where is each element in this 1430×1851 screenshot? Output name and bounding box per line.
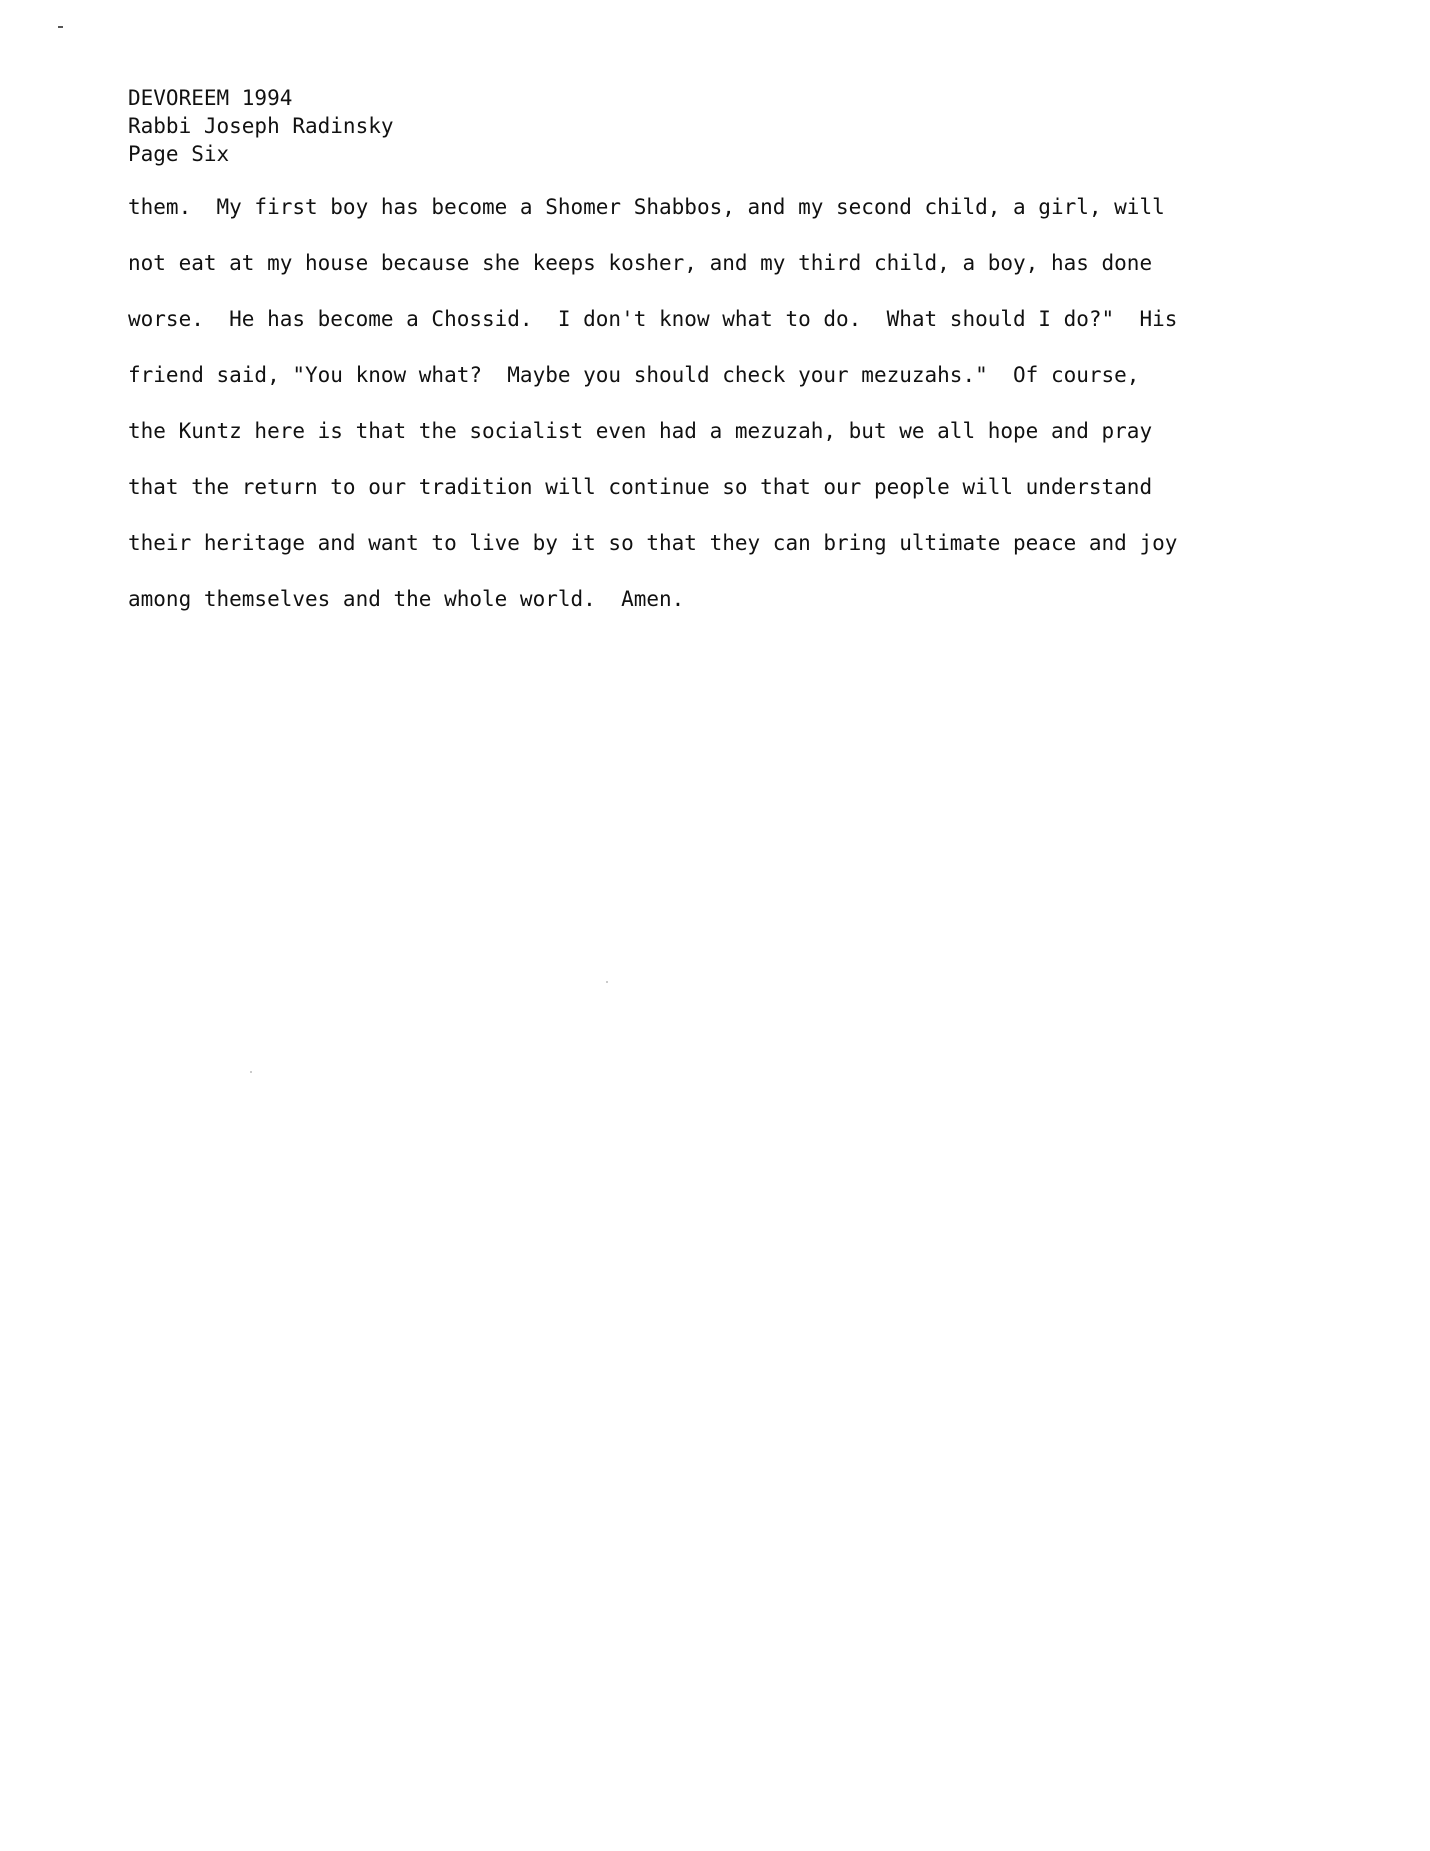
body-line: not eat at my house because she keeps kosher, and my third child, a boy, has done — [128, 251, 1153, 275]
document-body — [128, 192, 1228, 640]
body-line: friend said, "You know what? Maybe you should check your mezuzahs." Of course, — [128, 363, 1140, 387]
body-line: that the return to our tradition will continue so that our people will understand — [128, 475, 1153, 499]
body-line: the Kuntz here is that the socialist even had a mezuzah, but we all hope and pray — [128, 419, 1153, 443]
body-line: worse. He has become a Chossid. I don't know what to do. What should I do?" His — [128, 307, 1178, 331]
document-header — [128, 84, 394, 168]
body-line: them. My first boy has become a Shomer Shabbos, and my second child, a girl, will — [128, 195, 1165, 219]
scan-speck — [606, 981, 608, 983]
scan-mark — [58, 26, 63, 28]
body-line: among themselves and the whole world. Amen. — [128, 587, 685, 611]
header-title: DEVOREEM 1994 — [128, 86, 293, 110]
scan-speck — [250, 1071, 252, 1073]
body-line: their heritage and want to live by it so that they can bring ultimate peace and joy — [128, 531, 1178, 555]
header-page-number: Page Six — [128, 142, 230, 166]
header-author: Rabbi Joseph Radinsky — [128, 114, 394, 138]
